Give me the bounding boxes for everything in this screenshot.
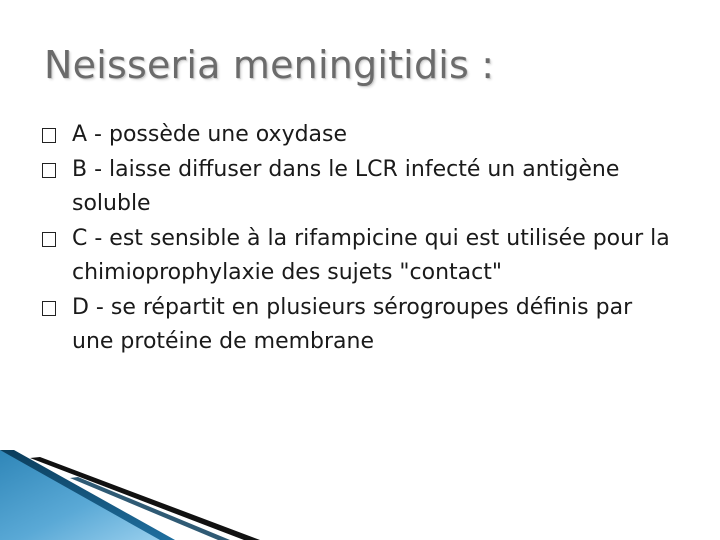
answer-options-list — [40, 118, 680, 360]
answer-option-d — [40, 291, 680, 360]
slide-title: Neisseria meningitidis : — [44, 43, 495, 87]
answer-option-c — [40, 222, 680, 291]
answer-option-text: A - possède une oxydase — [72, 122, 348, 147]
empty-checkbox-icon — [42, 163, 56, 178]
answer-option-text: C - est sensible à la rifampicine qui est utilisée pour la chimioprophylaxie des sujets "contact" — [72, 225, 670, 285]
answer-option-b — [40, 153, 680, 222]
answer-option-text: B - laisse diffuser dans le LCR infecté un antigène soluble — [72, 156, 620, 216]
empty-checkbox-icon — [42, 301, 56, 316]
answer-option-a — [40, 118, 680, 153]
empty-checkbox-icon — [42, 128, 56, 143]
answer-option-text: D - se répartit en plusieurs sérogroupes définis par une protéine de membrane — [72, 294, 633, 354]
corner-decoration — [0, 450, 260, 540]
empty-checkbox-icon — [42, 232, 56, 247]
